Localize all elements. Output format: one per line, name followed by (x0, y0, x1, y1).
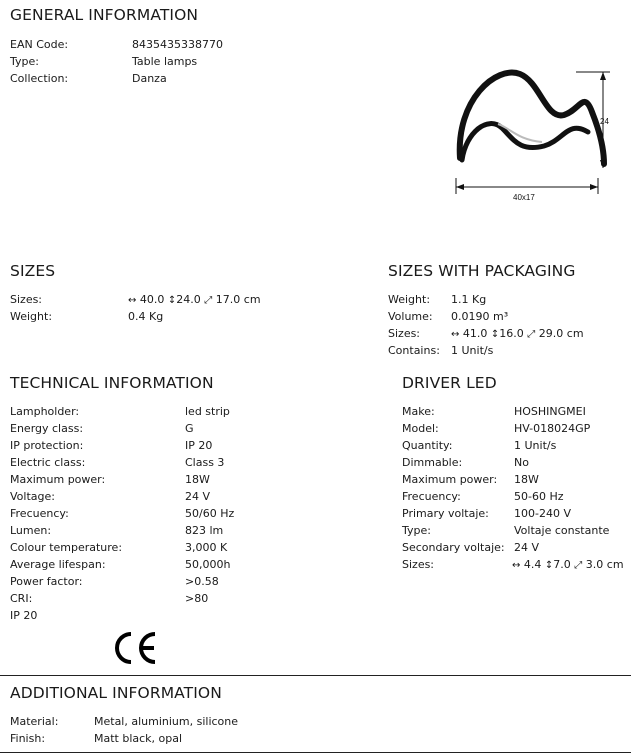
label: Secondary voltaje: (402, 541, 505, 554)
width-label: 40x17 (513, 193, 535, 202)
value: Class 3 (185, 456, 225, 469)
value: >0.58 (185, 575, 219, 588)
label: IP protection: (10, 439, 84, 452)
value: led strip (185, 405, 230, 418)
lamp-inner-arc (462, 124, 588, 160)
value: Metal, aluminium, silicone (94, 715, 239, 728)
value: 100-240 V (514, 507, 571, 520)
label: EAN Code: (10, 38, 69, 51)
value: 823 lm (185, 524, 224, 537)
general-title: GENERAL INFORMATION (10, 6, 199, 24)
label: Maximum power: (402, 473, 498, 486)
value: 24 V (514, 541, 540, 554)
label: Frecuency: (10, 507, 69, 520)
label: IP 20 (10, 609, 38, 622)
height-arrow-icon: ↕ (167, 295, 177, 306)
label: Sizes: (402, 558, 435, 571)
height-arrow-icon: ↕ (544, 560, 554, 571)
lamp-outline (460, 73, 604, 164)
dimensions-value (128, 293, 261, 307)
arrow-right-icon (590, 184, 598, 190)
height-label: 24 (600, 117, 609, 126)
label: Colour temperature: (10, 541, 123, 554)
dimensions-value (512, 558, 624, 572)
lamp-dimension-drawing (448, 60, 618, 210)
label: Dimmable: (402, 456, 463, 469)
label: Voltage: (10, 490, 55, 503)
depth-value: 3.0 cm (585, 558, 624, 571)
value: IP 20 (185, 439, 213, 452)
height-value: 16.0 (499, 327, 524, 340)
value: Danza (132, 72, 167, 85)
value: 50/60 Hz (185, 507, 235, 520)
width-arrow-icon: ↔ (512, 560, 521, 571)
label: Contains: (388, 344, 440, 357)
label: Power factor: (10, 575, 83, 588)
value: 18W (514, 473, 539, 486)
width-arrow-icon: ↔ (128, 295, 137, 306)
arrow-up-icon (600, 72, 606, 80)
label: Model: (402, 422, 439, 435)
label: Lampholder: (10, 405, 80, 418)
label: Frecuency: (402, 490, 461, 503)
value: >80 (185, 592, 209, 605)
additional-title: ADDITIONAL INFORMATION (10, 684, 222, 702)
label: Electric class: (10, 456, 86, 469)
ce-mark-icon (110, 628, 160, 668)
section-divider (0, 752, 631, 753)
value: HOSHINGMEI (514, 405, 586, 418)
label: CRI: (10, 592, 33, 605)
value: 3,000 K (185, 541, 228, 554)
height-value: 7.0 (553, 558, 571, 571)
value: 24 V (185, 490, 211, 503)
value: 1.1 Kg (451, 293, 487, 306)
value: 1 Unit/s (451, 344, 494, 357)
value: 50-60 Hz (514, 490, 564, 503)
height-arrow-icon: ↕ (490, 329, 500, 340)
arrow-left-icon (456, 184, 464, 190)
width-arrow-icon: ↔ (451, 329, 460, 340)
depth-arrow-icon: ⤢ (574, 560, 583, 571)
driver-title: DRIVER LED (402, 374, 497, 392)
depth-arrow-icon: ⤢ (527, 329, 536, 340)
label: Type: (10, 55, 39, 68)
label: Lumen: (10, 524, 52, 537)
width-value: 41.0 (462, 327, 488, 340)
depth-arrow-icon: ⤢ (204, 295, 213, 306)
label: Energy class: (10, 422, 84, 435)
label: Volume: (388, 310, 433, 323)
value: 0.0190 m³ (451, 310, 509, 323)
depth-value: 29.0 cm (538, 327, 584, 340)
label: Type: (402, 524, 431, 537)
value: HV-018024GP (514, 422, 591, 435)
label: Maximum power: (10, 473, 106, 486)
depth-value: 17.0 cm (215, 293, 261, 306)
value: 50,000h (185, 558, 231, 571)
label: Material: (10, 715, 59, 728)
width-value: 40.0 (139, 293, 165, 306)
label: Quantity: (402, 439, 453, 452)
value: 1 Unit/s (514, 439, 557, 452)
technical-title: TECHNICAL INFORMATION (10, 374, 214, 392)
dimensions-value (451, 327, 584, 341)
value: 0.4 Kg (128, 310, 164, 323)
label: Weight: (388, 293, 431, 306)
label: Sizes: (10, 293, 43, 306)
width-value: 4.4 (523, 558, 542, 571)
value: 8435435338770 (132, 38, 223, 51)
packaging-title: SIZES WITH PACKAGING (388, 262, 576, 280)
value: Voltaje constante (514, 524, 610, 537)
value: G (185, 422, 194, 435)
value: Matt black, opal (94, 732, 183, 745)
label: Average lifespan: (10, 558, 106, 571)
label: Finish: (10, 732, 46, 745)
label: Make: (402, 405, 435, 418)
sizes-title: SIZES (10, 262, 56, 280)
height-value: 24.0 (176, 293, 201, 306)
value: 18W (185, 473, 210, 486)
value: Table lamps (132, 55, 198, 68)
label: Collection: (10, 72, 69, 85)
value: No (514, 456, 529, 469)
label: Weight: (10, 310, 53, 323)
label: Sizes: (388, 327, 421, 340)
section-divider (0, 675, 631, 676)
label: Primary voltaje: (402, 507, 489, 520)
